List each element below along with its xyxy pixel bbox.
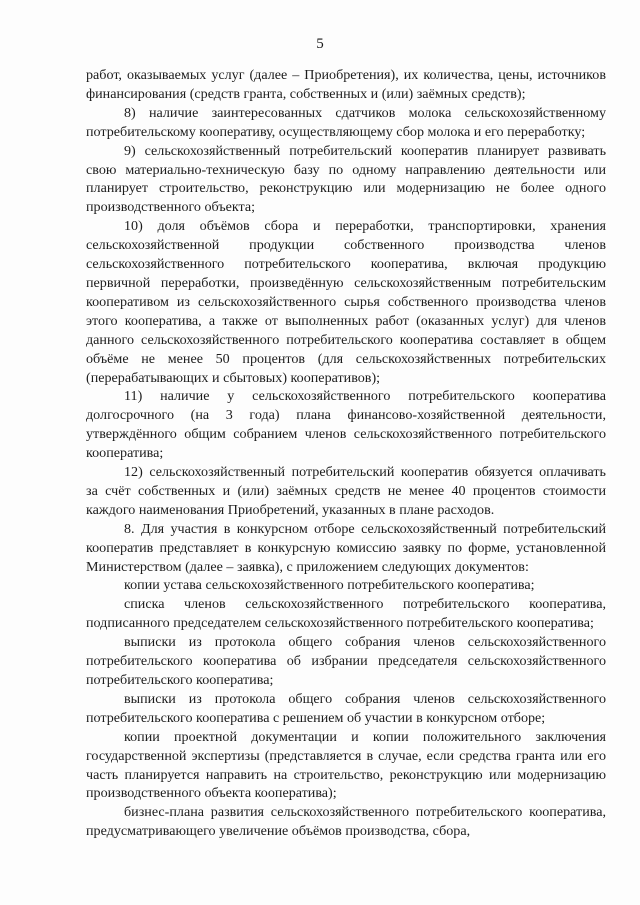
list-item-members-list: списка членов сельскохозяйственного потребительского кооператива, подписанного председателем сельскохозяйственного потребительского кооператива; bbox=[86, 596, 606, 632]
list-item-charter-copy: копии устава сельскохозяйственного потребительского кооператива; bbox=[124, 577, 535, 594]
paragraph-item-9: 9) сельскохозяйственный потребительский кооператив планирует развивать свою материально-техническую базу по одному направлению деятельности или планирует строительство, реконструкцию или модернизацию не более одного производственного объекта; bbox=[86, 142, 606, 216]
page-number: 5 bbox=[316, 36, 324, 52]
paragraph-item-8: 8) наличие заинтересованных сдатчиков молока сельскохозяйственному потребительскому кооперативу, осуществляющему сбор молока и его переработку; bbox=[86, 104, 606, 140]
list-item-participation-protocol: выписки из протокола общего собрания членов сельскохозяйственного потребительского кооператива с решением об участии в конкурсном отборе; bbox=[86, 690, 606, 726]
list-item-project-documentation: копии проектной документации и копии положительного заключения государственной экспертизы (представляется в случае, если средства гранта или его часть планируется направить на строительство, реконструкцию или модернизацию производственного объекта кооператива); bbox=[86, 728, 606, 802]
paragraph-item-12: 12) сельскохозяйственный потребительский кооператив обязуется оплачивать за счёт собственных и (или) заёмных средств не менее 40 процентов стоимости каждого наименования Приобретений, указанных в плане расходов. bbox=[86, 464, 606, 518]
list-item-chairman-protocol: выписки из протокола общего собрания членов сельскохозяйственного потребительского кооператива об избрании председателя сельскохозяйственного потребительского кооператива; bbox=[86, 634, 606, 688]
list-item-business-plan: бизнес-плана развития сельскохозяйственного потребительского кооператива, предусматривающего увеличение объёмов производства, сбора, bbox=[86, 804, 606, 840]
document-body bbox=[86, 66, 606, 841]
paragraph-section-8: 8. Для участия в конкурсном отборе сельскохозяйственный потребительский кооператив представляет в конкурсную комиссию заявку по форме, установленной Министерством (далее – заявка), с приложением следующих документов: bbox=[86, 520, 606, 575]
paragraph-continued: работ, оказываемых услуг (далее – Приобретения), их количества, цены, источников финансирования (средств гранта, собственных и (или) заёмных средств); bbox=[86, 67, 606, 102]
paragraph-item-11: 11) наличие у сельскохозяйственного потребительского кооператива долгосрочного (на 3 года) плана финансово-хозяйственной деятельности, утверждённого общим собранием членов сельскохозяйственного потребительского кооператива; bbox=[86, 388, 606, 462]
paragraph-item-10: 10) доля объёмов сбора и переработки, транспортировки, хранения сельскохозяйственной продукции собственного производства членов сельскохозяйственного потребительского кооператива, включая продукцию первичной переработки, произведённую сельскохозяйственным потребительским кооперативом из сельскохозяйственного сырья собственного производства членов этого кооператива, а также от выполненных работ (оказанных услуг) для членов данного сельскохозяйственного потребительского кооператива составляет в общем объёме не менее 50 процентов (для сельскохозяйственных потребительских (перерабатывающих и сбытовых) кооперативов); bbox=[86, 218, 606, 386]
